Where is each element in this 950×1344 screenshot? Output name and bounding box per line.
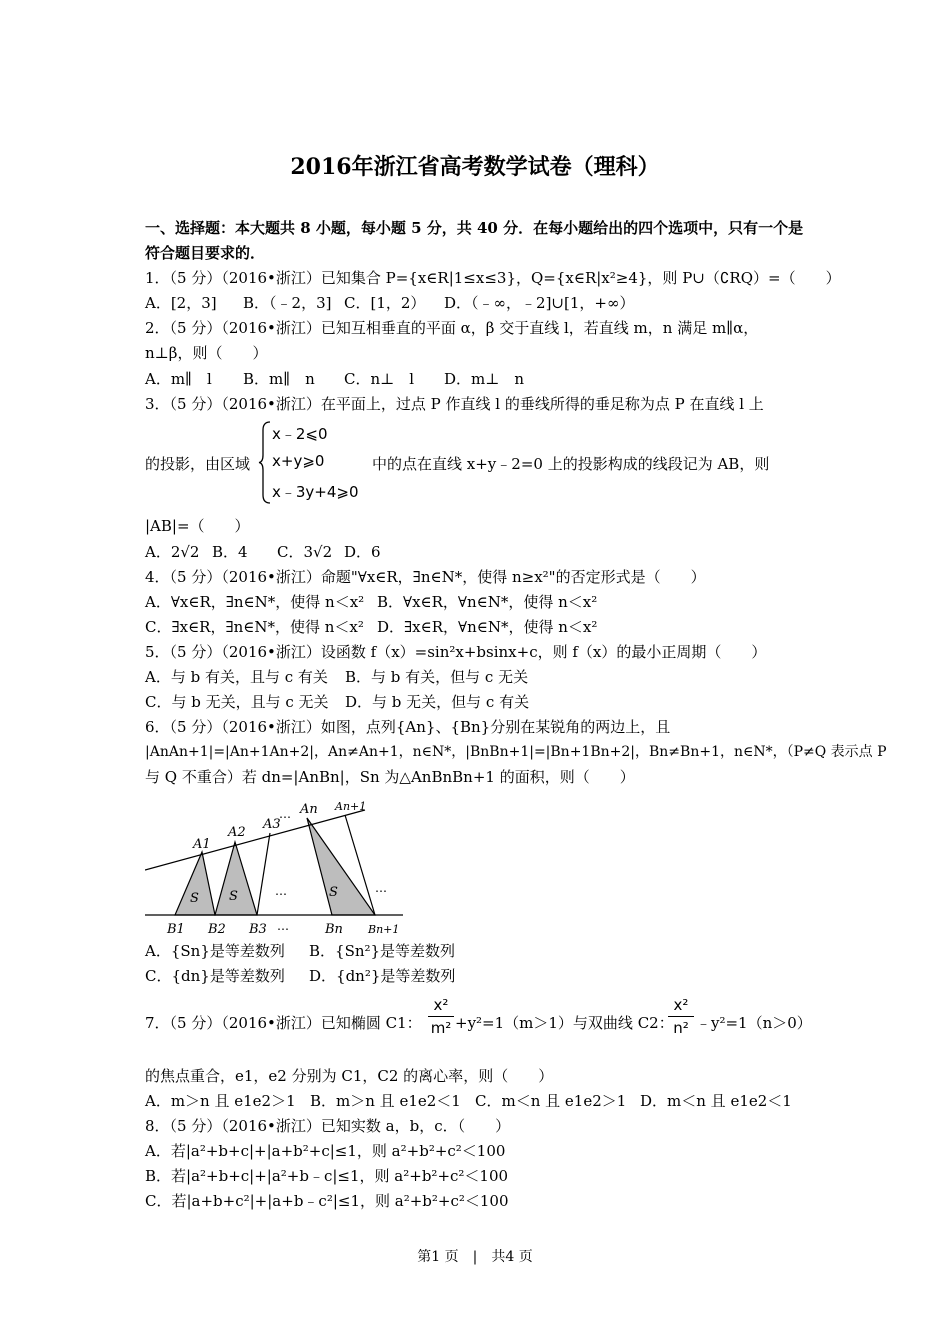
question-4-stem: 4．（5 分）（2016•浙江）命题"∀x∈R，∃n∈N*，使得 n≥x²"的否定形式是（ ） [145,568,706,586]
question-1-option-a: A．[2，3] [145,294,217,312]
hyperbola-fraction-numerator: x² [673,996,689,1014]
question-2-stem: 2．（5 分）（2016•浙江）已知互相垂直的平面 α，β 交于直线 l，若直线 m，n 满足 m∥α， [145,319,759,337]
ellipsis-top: … [279,807,291,821]
label-b1: B1 [167,922,185,935]
section-heading: 一、选择题：本大题共 8 小题，每小题 5 分，共 40 分．在每小题给出的四个选项中，只有一个是符合题目要求的． [145,219,804,262]
question-6-option-a: A．{Sn}是等差数列 [145,942,285,960]
question-7-stem-prefix: 7．（5 分）（2016•浙江）已知椭圆 C1： [145,1014,422,1032]
question-7-option-b: B．m＞n 且 e1e2＜1 [310,1092,461,1110]
question-1-option-b: B．（﹣2，3] [243,294,332,312]
ellipse-fraction [428,996,454,1037]
ellipse-fraction-numerator: x² [433,996,449,1014]
question-7-option-c: C．m＜n 且 e1e2＞1 [475,1092,627,1110]
label-an1: An+1 [335,800,367,813]
question-7-stem-cont: 的焦点重合，e1，e2 分别为 C1，C2 的离心率，则（ ） [145,1067,554,1085]
label-a3: A3 [263,817,281,832]
question-7-option-d: D．m＜n 且 e1e2＜1 [640,1092,792,1110]
question-7-stem-mid: +y²=1（m＞1）与双曲线 C2： [455,1014,674,1032]
question-3-option-d: D．6 [344,543,381,561]
question-4-option-a: A．∀x∈R，∃n∈N*，使得 n＜x² [145,593,365,611]
shaded-triangle-n [307,818,375,915]
inequality-system [258,420,368,505]
question-2-option-d: D．m⊥ n [444,370,525,388]
label-a1: A1 [193,837,211,852]
question-6-option-c: C．{dn}是等差数列 [145,967,285,985]
question-1-stem: 1．（5 分）（2016•浙江）已知集合 P={x∈R|1≤x≤3}，Q={x∈R|x²≥4}，则 P∪（∁RQ）=（ ） [145,269,841,287]
question-3-option-c: C．3√2 [277,543,333,561]
question-3-stem-suffix: 中的点在直线 x+y﹣2=0 上的投影构成的线段记为 AB，则 [372,455,770,473]
question-6-option-d: D．{dn²}是等差数列 [309,967,456,985]
question-1-option-d: D．（﹣∞，﹣2]∪[1，+∞） [444,294,635,312]
question-5-option-a: A．与 b 有关，且与 c 有关 [145,668,328,686]
question-6-stem-cont-2: 与 Q 不重合）若 dn=|AnBn|，Sn 为△AnBnBn+1 的面积，则（ ） [145,768,635,786]
label-s-2: S [229,889,238,904]
question-8-option-c: C．若|a+b+c²|+|a+b﹣c²|≤1，则 a²+b²+c²＜100 [145,1192,509,1210]
question-8-stem: 8．（5 分）（2016•浙江）已知实数 a，b，c．（ ） [145,1117,511,1135]
question-4-option-c: C．∃x∈R，∃n∈N*，使得 n＜x² [145,618,364,636]
question-3-option-b: B．4 [212,543,248,561]
question-4-option-b: B．∀x∈R，∀n∈N*，使得 n＜x² [377,593,598,611]
inequality-2: x+y⩾0 [272,452,325,470]
ellipsis-mid: … [275,884,287,898]
page-footer: 第1 页 | 共4 页 [417,1249,533,1265]
question-6-stem: 6．（5 分）（2016•浙江）如图，点列{An}、{Bn}分别在某锐角的两边上，且 [145,718,671,736]
question-3-stem-prefix: 的投影，由区域 [145,455,251,473]
shaded-triangle-2 [215,842,257,915]
label-bn: Bn [325,922,343,935]
hyperbola-fraction [668,996,694,1037]
question-5-stem: 5．（5 分）（2016•浙江）设函数 f（x）=sin²x+bsinx+c，则 f（x）的最小正周期（ ） [145,643,767,661]
question-1-option-c: C．[1，2） [344,294,426,312]
label-a2: A2 [228,825,246,840]
question-4-option-d: D．∃x∈R，∀n∈N*，使得 n＜x² [377,618,598,636]
question-5-option-c: C．与 b 无关，且与 c 无关 [145,693,329,711]
question-6-stem-cont: |AnAn+1|=|An+1An+2|，An≠An+1，n∈N*，|BnBn+1|=|Bn+1Bn+2|，Bn≠Bn+1，n∈N*，（P≠Q 表示点 P [145,744,887,760]
question-6-option-b: B．{Sn²}是等差数列 [309,942,456,960]
ellipse-fraction-denominator: m² [430,1019,452,1037]
question-7-stem-suffix: ﹣y²=1（n＞0） [696,1014,812,1032]
label-s-n: S [329,885,338,900]
question-5-option-b: B．与 b 有关，但与 c 无关 [345,668,529,686]
label-b2: B2 [208,922,226,935]
ellipsis-right: … [375,881,387,895]
question-3-stem: 3．（5 分）（2016•浙江）在平面上，过点 P 作直线 l 的垂线所得的垂足称为点 P 在直线 l 上 [145,395,764,413]
acute-angle-figure [145,800,405,935]
question-8-option-a: A．若|a²+b+c|+|a+b²+c|≤1，则 a²+b²+c²＜100 [145,1142,506,1160]
label-s-1: S [190,891,199,906]
question-8-option-b: B．若|a²+b+c|+|a²+b﹣c|≤1，则 a²+b²+c²＜100 [145,1167,509,1185]
question-3-option-a: A．2√2 [145,543,200,561]
label-bn1: Bn+1 [368,923,400,935]
segment-a3-b2 [257,833,270,915]
question-2-option-c: C．n⊥ l [344,370,415,388]
left-brace-icon [258,420,272,505]
fraction-bar [668,1016,694,1017]
question-2-option-b: B．m∥ n [243,370,315,388]
label-an: An [300,802,318,817]
inequality-1: x﹣2⩽0 [272,425,328,443]
ellipsis-bottom: … [277,919,289,933]
question-5-option-d: D．与 b 无关，但与 c 有关 [345,693,530,711]
label-b3: B3 [249,922,267,935]
fraction-bar [428,1016,454,1017]
question-7-option-a: A．m＞n 且 e1e2＞1 [145,1092,296,1110]
question-2-option-a: A．m∥ l [145,370,212,388]
question-3-stem-cont: |AB|=（ ） [145,517,250,535]
hyperbola-fraction-denominator: n² [673,1019,689,1037]
question-2-stem-cont: n⊥β，则（ ） [145,344,268,362]
inequality-3: x﹣3y+4⩾0 [272,483,359,501]
page-title: 2016年浙江省高考数学试卷（理科） [290,154,660,180]
